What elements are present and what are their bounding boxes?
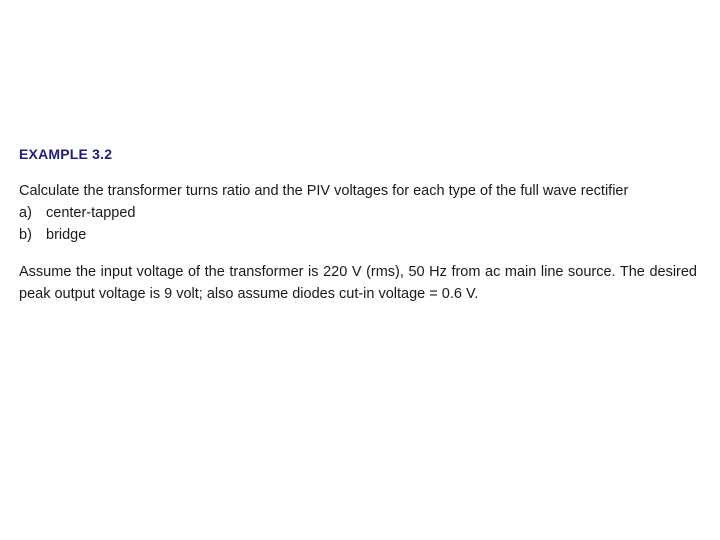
option-marker-a: a) bbox=[19, 205, 32, 221]
assumption-paragraph bbox=[19, 261, 697, 305]
option-item-b bbox=[19, 224, 697, 246]
slide-content bbox=[19, 143, 697, 305]
option-marker-b: b) bbox=[19, 227, 32, 243]
option-text-a: center-tapped bbox=[46, 205, 136, 221]
assumption-line-2: The desired peak output voltage is 9 volt; also assume diodes cut-in voltage = 0.6 V. bbox=[19, 264, 697, 302]
option-text-b: bridge bbox=[46, 227, 87, 243]
assumption-line-1: Assume the input voltage of the transformer is 220 V (rms), 50 Hz from ac main line source. bbox=[19, 264, 616, 280]
option-item-a bbox=[19, 202, 697, 224]
option-list bbox=[19, 202, 697, 246]
example-title: EXAMPLE 3.2 bbox=[19, 146, 113, 162]
question-text: Calculate the transformer turns ratio and the PIV voltages for each type of the full wave rectifier bbox=[19, 183, 629, 199]
